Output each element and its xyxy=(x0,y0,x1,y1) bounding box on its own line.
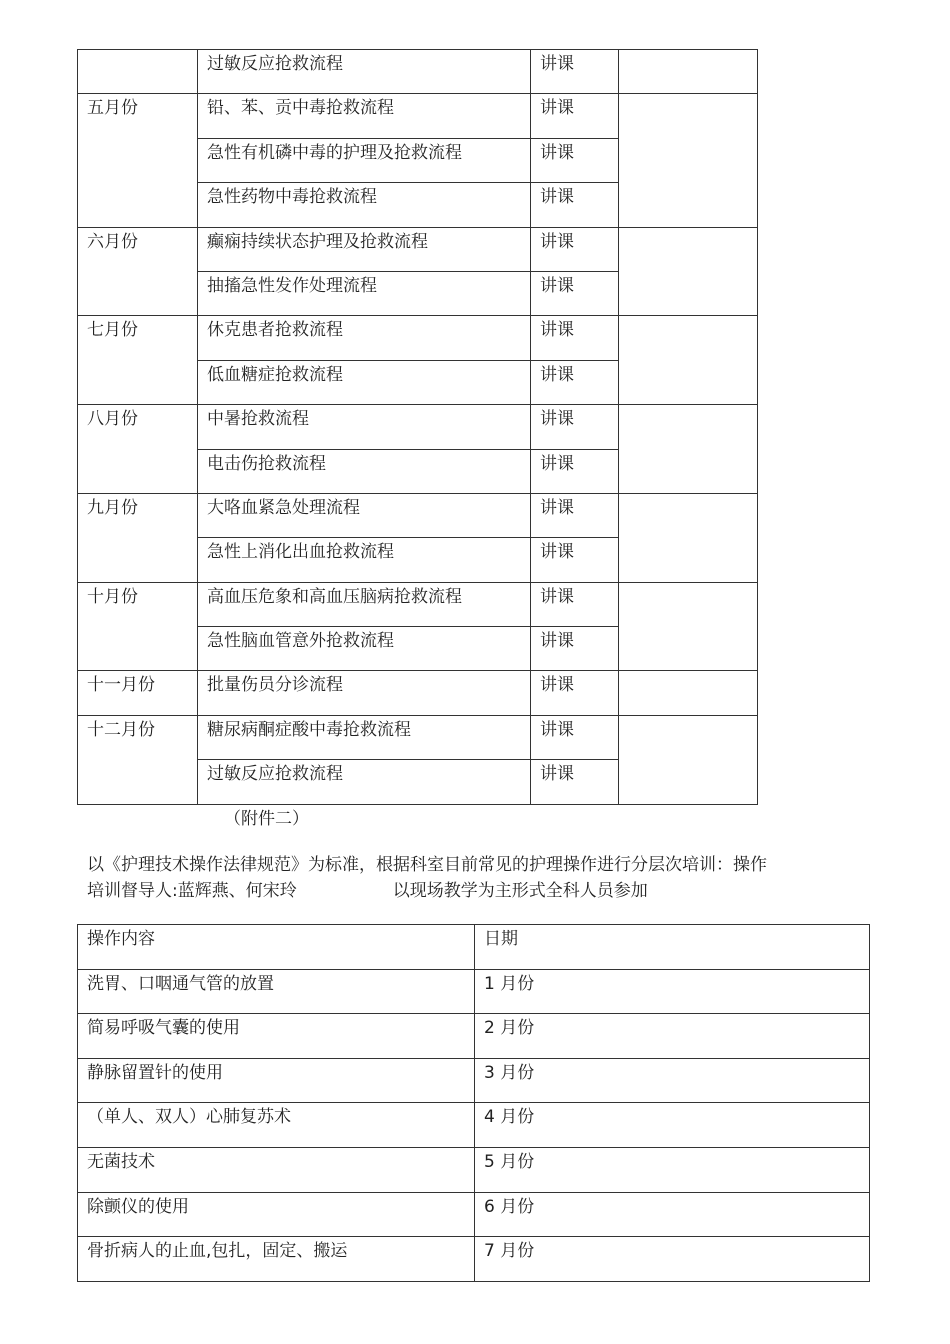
date-cell: 4 月份 xyxy=(475,1103,870,1148)
method-cell: 讲课 xyxy=(531,671,619,715)
ops-row xyxy=(78,1192,870,1237)
topic-cell: 过敏反应抢救流程 xyxy=(198,50,531,94)
method-cell: 讲课 xyxy=(531,582,619,626)
schedule-row xyxy=(78,227,758,271)
date-cell: 6 月份 xyxy=(475,1192,870,1237)
month-cell: 七月份 xyxy=(78,316,198,405)
operation-cell: 洗胃、口咽通气管的放置 xyxy=(78,969,475,1014)
remarks-cell xyxy=(619,50,758,94)
teaching-format-text: 以现场教学为主形式全科人员参加 xyxy=(392,881,648,901)
method-cell: 讲课 xyxy=(531,538,619,582)
method-cell: 讲课 xyxy=(531,227,619,271)
topic-cell: 糖尿病酮症酸中毒抢救流程 xyxy=(198,715,531,759)
remarks-cell xyxy=(619,715,758,804)
intro-line-1: 以《护理技术操作法律规范》为标准，根据科室目前常见的护理操作进行分层次培训：操作 xyxy=(87,855,767,875)
topic-cell: 电击伤抢救流程 xyxy=(198,449,531,493)
date-cell: 2 月份 xyxy=(475,1014,870,1059)
remarks-cell xyxy=(619,671,758,715)
schedule-row xyxy=(78,50,758,94)
schedule-row xyxy=(78,493,758,537)
operation-cell: 无菌技术 xyxy=(78,1147,475,1192)
remarks-cell xyxy=(619,94,758,227)
topic-cell: 低血糖症抢救流程 xyxy=(198,360,531,404)
method-cell: 讲课 xyxy=(531,493,619,537)
month-cell: 十二月份 xyxy=(78,715,198,804)
method-cell: 讲课 xyxy=(531,138,619,182)
topic-cell: 急性有机磷中毒的护理及抢救流程 xyxy=(198,138,531,182)
method-cell: 讲课 xyxy=(531,50,619,94)
method-cell: 讲课 xyxy=(531,360,619,404)
method-cell: 讲课 xyxy=(531,94,619,138)
intro-paragraph xyxy=(87,852,877,904)
remarks-cell xyxy=(619,227,758,316)
topic-cell: 高血压危象和高血压脑病抢救流程 xyxy=(198,582,531,626)
schedule-row xyxy=(78,582,758,626)
operation-cell: 除颤仪的使用 xyxy=(78,1192,475,1237)
supervisor-text: 培训督导人:蓝辉燕、何宋玲 xyxy=(87,881,297,901)
method-cell: 讲课 xyxy=(531,449,619,493)
header-operation-content: 操作内容 xyxy=(78,925,475,970)
ops-row xyxy=(78,1147,870,1192)
ops-row xyxy=(78,1058,870,1103)
method-cell: 讲课 xyxy=(531,316,619,360)
method-cell: 讲课 xyxy=(531,627,619,671)
topic-cell: 铅、苯、贡中毒抢救流程 xyxy=(198,94,531,138)
topic-cell: 抽搐急性发作处理流程 xyxy=(198,271,531,315)
operation-cell: 骨折病人的止血,包扎，固定、搬运 xyxy=(78,1237,475,1282)
ops-body xyxy=(78,925,870,1282)
topic-cell: 急性上消化出血抢救流程 xyxy=(198,538,531,582)
emergency-training-schedule-table xyxy=(77,49,758,805)
operation-cell: 简易呼吸气囊的使用 xyxy=(78,1014,475,1059)
schedule-row xyxy=(78,671,758,715)
header-date: 日期 xyxy=(475,925,870,970)
schedule-row xyxy=(78,715,758,759)
date-cell: 5 月份 xyxy=(475,1147,870,1192)
schedule-row xyxy=(78,316,758,360)
method-cell: 讲课 xyxy=(531,715,619,759)
month-cell: 六月份 xyxy=(78,227,198,316)
topic-cell: 急性药物中毒抢救流程 xyxy=(198,183,531,227)
topic-cell: 急性脑血管意外抢救流程 xyxy=(198,627,531,671)
topic-cell: 过敏反应抢救流程 xyxy=(198,760,531,804)
method-cell: 讲课 xyxy=(531,271,619,315)
date-cell: 1 月份 xyxy=(475,969,870,1014)
remarks-cell xyxy=(619,316,758,405)
remarks-cell xyxy=(619,405,758,494)
ops-row xyxy=(78,969,870,1014)
operation-cell: （单人、双人）心肺复苏术 xyxy=(78,1103,475,1148)
schedule-body xyxy=(78,50,758,805)
ops-row xyxy=(78,1014,870,1059)
topic-cell: 休克患者抢救流程 xyxy=(198,316,531,360)
method-cell: 讲课 xyxy=(531,405,619,449)
month-cell xyxy=(78,50,198,94)
operation-cell: 静脉留置针的使用 xyxy=(78,1058,475,1103)
ops-header-row xyxy=(78,925,870,970)
month-cell: 十一月份 xyxy=(78,671,198,715)
method-cell: 讲课 xyxy=(531,183,619,227)
topic-cell: 批量伤员分诊流程 xyxy=(198,671,531,715)
remarks-cell xyxy=(619,493,758,582)
operation-training-table xyxy=(77,924,870,1282)
date-cell: 3 月份 xyxy=(475,1058,870,1103)
ops-row xyxy=(78,1237,870,1282)
date-cell: 7 月份 xyxy=(475,1237,870,1282)
month-cell: 五月份 xyxy=(78,94,198,227)
topic-cell: 大咯血紧急处理流程 xyxy=(198,493,531,537)
month-cell: 十月份 xyxy=(78,582,198,671)
remarks-cell xyxy=(619,582,758,671)
ops-row xyxy=(78,1103,870,1148)
intro-line-2 xyxy=(87,878,877,904)
schedule-row xyxy=(78,405,758,449)
month-cell: 八月份 xyxy=(78,405,198,494)
topic-cell: 中暑抢救流程 xyxy=(198,405,531,449)
attachment-label: （附件二） xyxy=(224,809,309,829)
method-cell: 讲课 xyxy=(531,760,619,804)
schedule-row xyxy=(78,94,758,138)
topic-cell: 癫痫持续状态护理及抢救流程 xyxy=(198,227,531,271)
month-cell: 九月份 xyxy=(78,493,198,582)
